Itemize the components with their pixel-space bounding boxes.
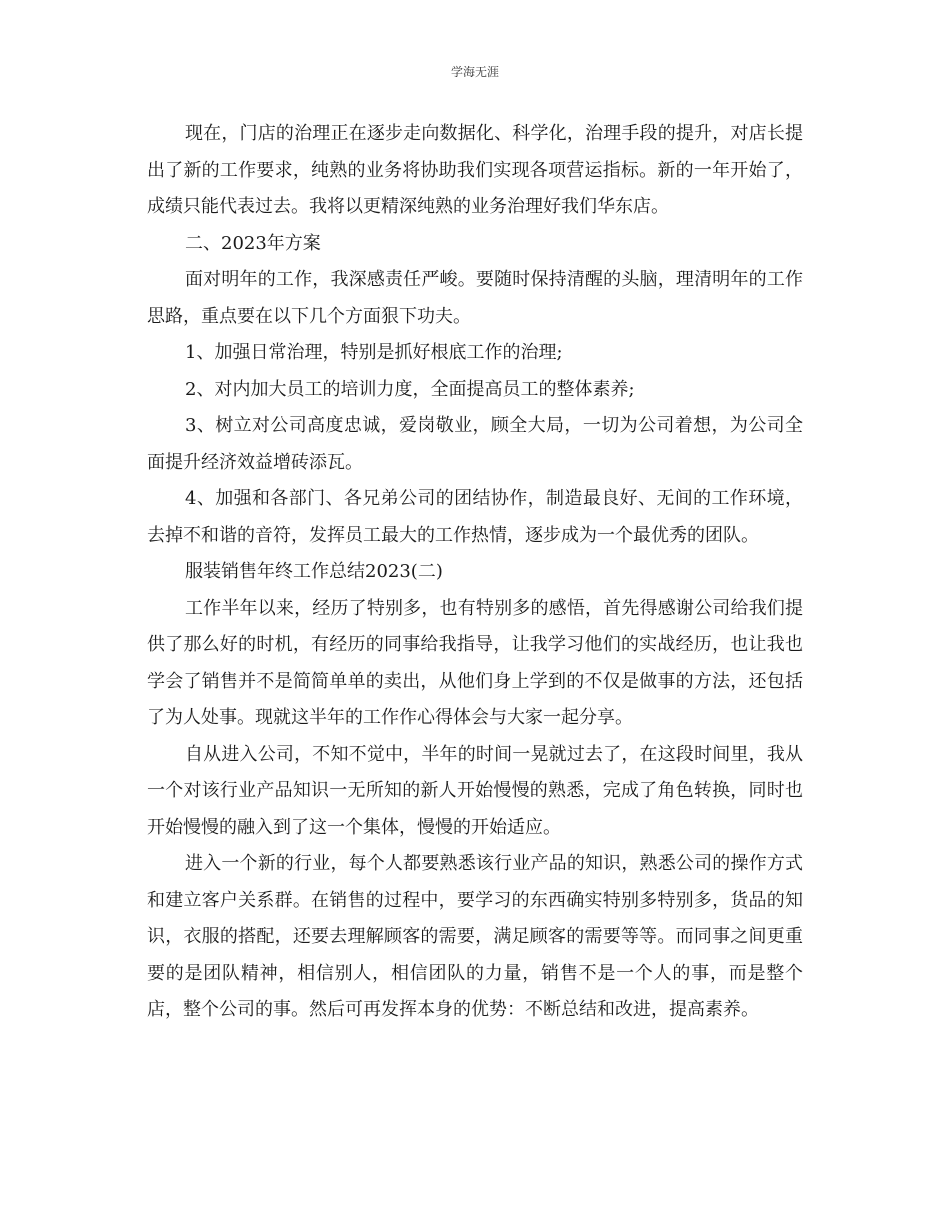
- paragraph-new-industry: 进入一个新的行业，每个人都要熟悉该行业产品的知识，熟悉公司的操作方式和建立客户关系群。在销售的过程中，要学习的东西确实特别多特别多，货品的知识，衣服的搭配，还要去理解顾客的需要，满足顾客的需要等等。而同事之间更重要的是团队精神，相信别人，相信团队的力量，销售不是一个人的事，而是整个店，整个公司的事。然后可再发挥本身的优势：不断总结和改进，提高素养。: [147, 853, 803, 1020]
- list-item-2: 2、对内加大员工的培训力度，全面提高员工的整体素养;: [185, 378, 635, 400]
- section-heading-2023-plan: 二、2023年方案: [185, 232, 321, 254]
- paragraph-next-year-work: 面对明年的工作，我深感责任严峻。要随时保持清醒的头脑，理清明年的工作思路，重点要在以下几个方面狠下功夫。: [147, 269, 803, 327]
- list-item-1: 1、加强日常治理，特别是抓好根底工作的治理;: [185, 342, 563, 363]
- list-item-3: 3、树立对公司高度忠诚，爱岗敬业，顾全大局，一切为公司着想，为公司全面提升经济效益增砖添瓦。: [147, 415, 803, 473]
- document-body: [147, 116, 803, 1029]
- section-title-summary-2: 服装销售年终工作总结2023(二): [185, 561, 443, 582]
- list-item-4: 4、加强和各部门、各兄弟公司的团结协作，制造最良好、无间的工作环境，去掉不和谐的音符，发挥员工最大的工作热情，逐步成为一个最优秀的团队。: [147, 488, 803, 546]
- paragraph-joining-company: 自从进入公司，不知不觉中，半年的时间一晃就过去了，在这段时间里，我从一个对该行业产品知识一无所知的新人开始慢慢的熟悉，完成了角色转换，同时也开始慢慢的融入到了这一个集体，慢慢的开始适应。: [147, 743, 803, 838]
- paragraph-store-management: 现在，门店的治理正在逐步走向数据化、科学化，治理手段的提升，对店长提出了新的工作要求，纯熟的业务将协助我们实现各项营运指标。新的一年开始了，成绩只能代表过去。我将以更精深纯熟的业务治理好我们华东店。: [147, 123, 803, 217]
- paragraph-half-year-work: 工作半年以来，经历了特别多，也有特别多的感悟，首先得感谢公司给我们提供了那么好的时机，有经历的同事给我指导，让我学习他们的实战经历，也让我也学会了销售并不是简简单单的卖出，从他们身上学到的不仅是做事的方法，还包括了为人处事。现就这半年的工作作心得体会与大家一起分享。: [147, 597, 803, 728]
- page-header: 学海无涯: [450, 65, 499, 79]
